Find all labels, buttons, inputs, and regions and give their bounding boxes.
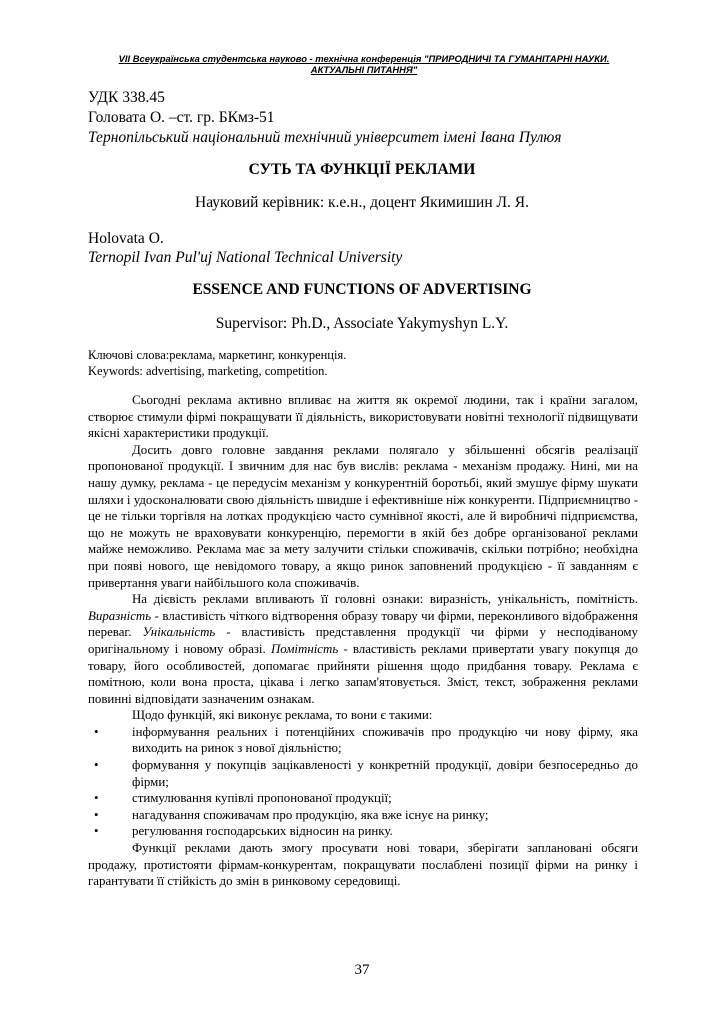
supervisor-en: Supervisor: Ph.D., Associate Yakymyshyn L.Y. [215, 315, 509, 332]
functions-list [88, 724, 638, 840]
paragraph-main-task: Досить довго головне завдання реклами полягало у збільшенні обсягів реалізації пропонованої продукції. І звичним для нас був вислів: реклама - механізм продажу. Нині, ми на нашу думку, реклама - це передусім механізм у конкурентній боротьбі, який змушує фірму шукати шляхи і удосконалювати свою діяльність швидше і ефективніше ніж конкуренти. Підприємництво - це не тільки торгівля на лотках продукцією часто сумнівної якості, але й виробничі підприємства, що не можуть не враховувати конкуренцію, перемогти в якій без добре організованої реклами майже неможливо. Реклама має за мету залучити стільки споживачів, скільки потрібно; необхідна при появі нового, ще невідомого товару, а якщо ринок заповнений продукцією - її завданням є привертання уваги найбільшого кола споживачів. [88, 442, 638, 590]
list-item: • формування у покупців зацікавленості у конкретній продукції, довіри безпосередньо до фірми; [88, 757, 638, 790]
keywords-ua: Ключові слова:реклама, маркетинг, конкуренція. [88, 348, 347, 362]
term-uniqueness: Унікальність [142, 625, 216, 640]
noticeability-definition: - властивість реклами привертати увагу покупця до товару, його особливостей, допомагає прийняти рішення щодо придбання товару. Реклама є помітною, коли вона проста, цікава і легко запам'ятовується. Зміст, текст, зображення реклами повинні відповідати зазначеним ознакам. [88, 641, 639, 706]
affiliation-en: Ternopil Ivan Pul'uj National Technical University [88, 249, 403, 266]
uniqueness-definition: - властивість представлення продукції чи фірми у несподіваному оригінальному і новому образі. [88, 625, 638, 656]
list-item: • стимулювання купівлі пропонованої продукції; [88, 790, 638, 807]
list-item: • нагадування споживачам про продукцію, яка вже існує на ринку; [88, 807, 638, 824]
supervisor-ua: Науковий керівник: к.е.н., доцент Якимишин Л. Я. [195, 194, 529, 211]
expressiveness-definition: - властивість чіткого відтворення образу товару чи фірми, переконливого відображення переваг. [88, 608, 638, 640]
list-item: • регулювання господарських відносин на ринку. [88, 823, 638, 840]
term-noticeability: Помітність [270, 641, 339, 656]
keywords-en: Keywords: advertising, marketing, competition. [88, 364, 328, 378]
paper-title-ua: СУТЬ ТА ФУНКЦІЇ РЕКЛАМИ [248, 161, 476, 178]
article-body [88, 392, 638, 890]
paragraph-features [88, 591, 638, 707]
conference-header [90, 53, 638, 75]
features-intro-text: На дієвість реклами впливають її головні ознаки: виразність, унікальність, помітність. [132, 592, 638, 607]
conference-header-line-1: VII Всеукраїнська студентська науково - технічна конференція "ПРИРОДНИЧІ ТА ГУМАНІТАРНІ НАУКИ. [118, 53, 610, 64]
paragraph-conclusion: Функції реклами дають змогу просувати нові товари, зберігати заплановані обсяги продажу, протистояти фірмам-конкурентам, покращувати послаблені позиції фірми на ринку і гарантувати її стійкість до змін в ринковому середовищі. [88, 841, 638, 889]
udk-code: УДК 338.45 [88, 89, 165, 106]
affiliation-ua: Тернопільський національний технічний університет імені Івана Пулюя [88, 129, 562, 146]
paragraph-intro: Сьогодні реклама активно впливає на життя як окремої людини, так і країни загалом, створює стимули фірмі покращувати її діяльність, використовувати новітні технології підвищувати якісні характеристики продукції. [88, 393, 638, 441]
term-expressiveness: Виразність [88, 608, 152, 623]
paragraph-functions-intro: Щодо функцій, які виконує реклама, то вони є такими: [132, 708, 433, 723]
list-item: • інформування реальних і потенційних споживачів про продукцію чи нову фірму, яка виходить на ринок з нової діяльністю; [88, 724, 638, 757]
conference-header-line-2: АКТУАЛЬНІ ПИТАННЯ" [310, 64, 418, 75]
author-ua: Головата О. –ст. гр. БКмз-51 [88, 109, 275, 126]
author-en: Holovata O. [88, 230, 164, 247]
page-number: 37 [354, 962, 370, 978]
paper-title-en: ESSENCE AND FUNCTIONS OF ADVERTISING [192, 281, 532, 298]
